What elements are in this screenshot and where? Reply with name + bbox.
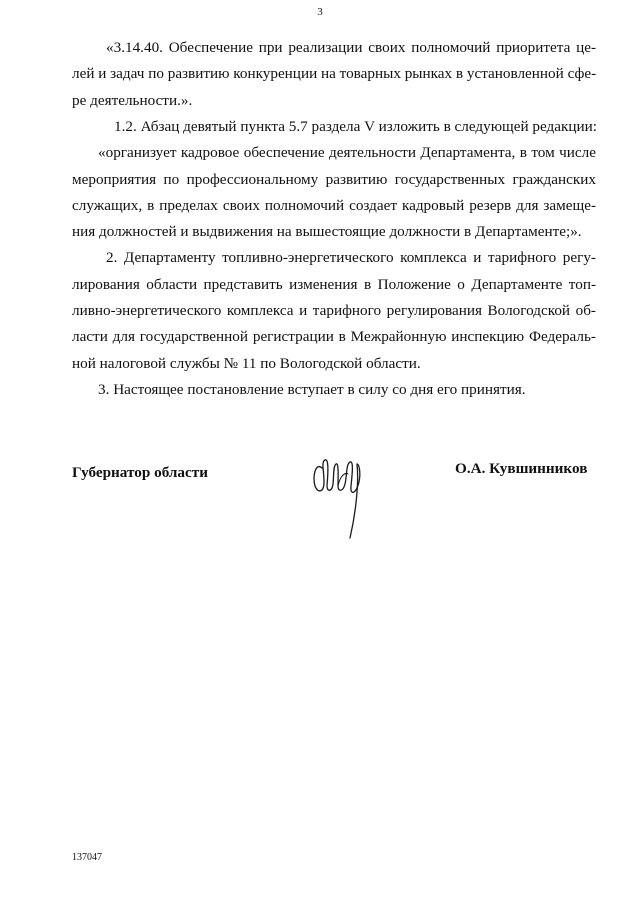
paragraph-4-line-5: ной налоговой службы № 11 по Вологодской области.	[72, 355, 421, 372]
paragraph-1-line-2: лей и задач по развитию конкуренции на товарных рынках в установленной сфе-	[72, 65, 597, 82]
signature-position-title: Губернатор области	[72, 464, 208, 481]
paragraph-4-line-1: 2. Департаменту топливно-энергетического комплекса и тарифного регу-	[106, 249, 596, 266]
signature-block	[0, 452, 640, 552]
paragraph-1-line-3: ре деятельности.».	[72, 92, 193, 109]
paragraph-2-line-1: 1.2. Абзац девятый пункта 5.7 раздела V изложить в следующей редакции:	[114, 118, 598, 135]
paragraph-3-line-3: служащих, в пределах своих полномочий создает кадровый резерв для замеще-	[72, 197, 596, 214]
page-number: 3	[317, 6, 323, 18]
paragraph-5-line-1: 3. Настоящее постановление вступает в силу со дня его принятия.	[98, 381, 526, 398]
paragraph-3-line-4: ния должностей и выдвижения на вышестоящие должности в Департаменте;».	[72, 223, 582, 240]
handwritten-signature	[312, 452, 372, 544]
document-code: 137047	[72, 852, 102, 863]
paragraph-3-line-1: «организует кадровое обеспечение деятельности Департамента, в том числе	[98, 144, 596, 161]
paragraph-4-line-4: ласти для государственной регистрации в Межрайонную инспекцию Федераль-	[72, 328, 596, 345]
paragraph-1-line-1: «3.14.40. Обеспечение при реализации своих полномочий приоритета це-	[106, 39, 596, 56]
paragraph-3-line-2: мероприятия по профессиональному развитию государственных гражданских	[72, 171, 596, 188]
paragraph-4-line-3: ливно-энергетического комплекса и тарифного регулирования Вологодской об-	[72, 302, 596, 319]
signatory-name: О.А. Кувшинников	[455, 460, 588, 477]
paragraph-4-line-2: лирования области представить изменения в Положение о Департаменте топ-	[72, 276, 596, 293]
